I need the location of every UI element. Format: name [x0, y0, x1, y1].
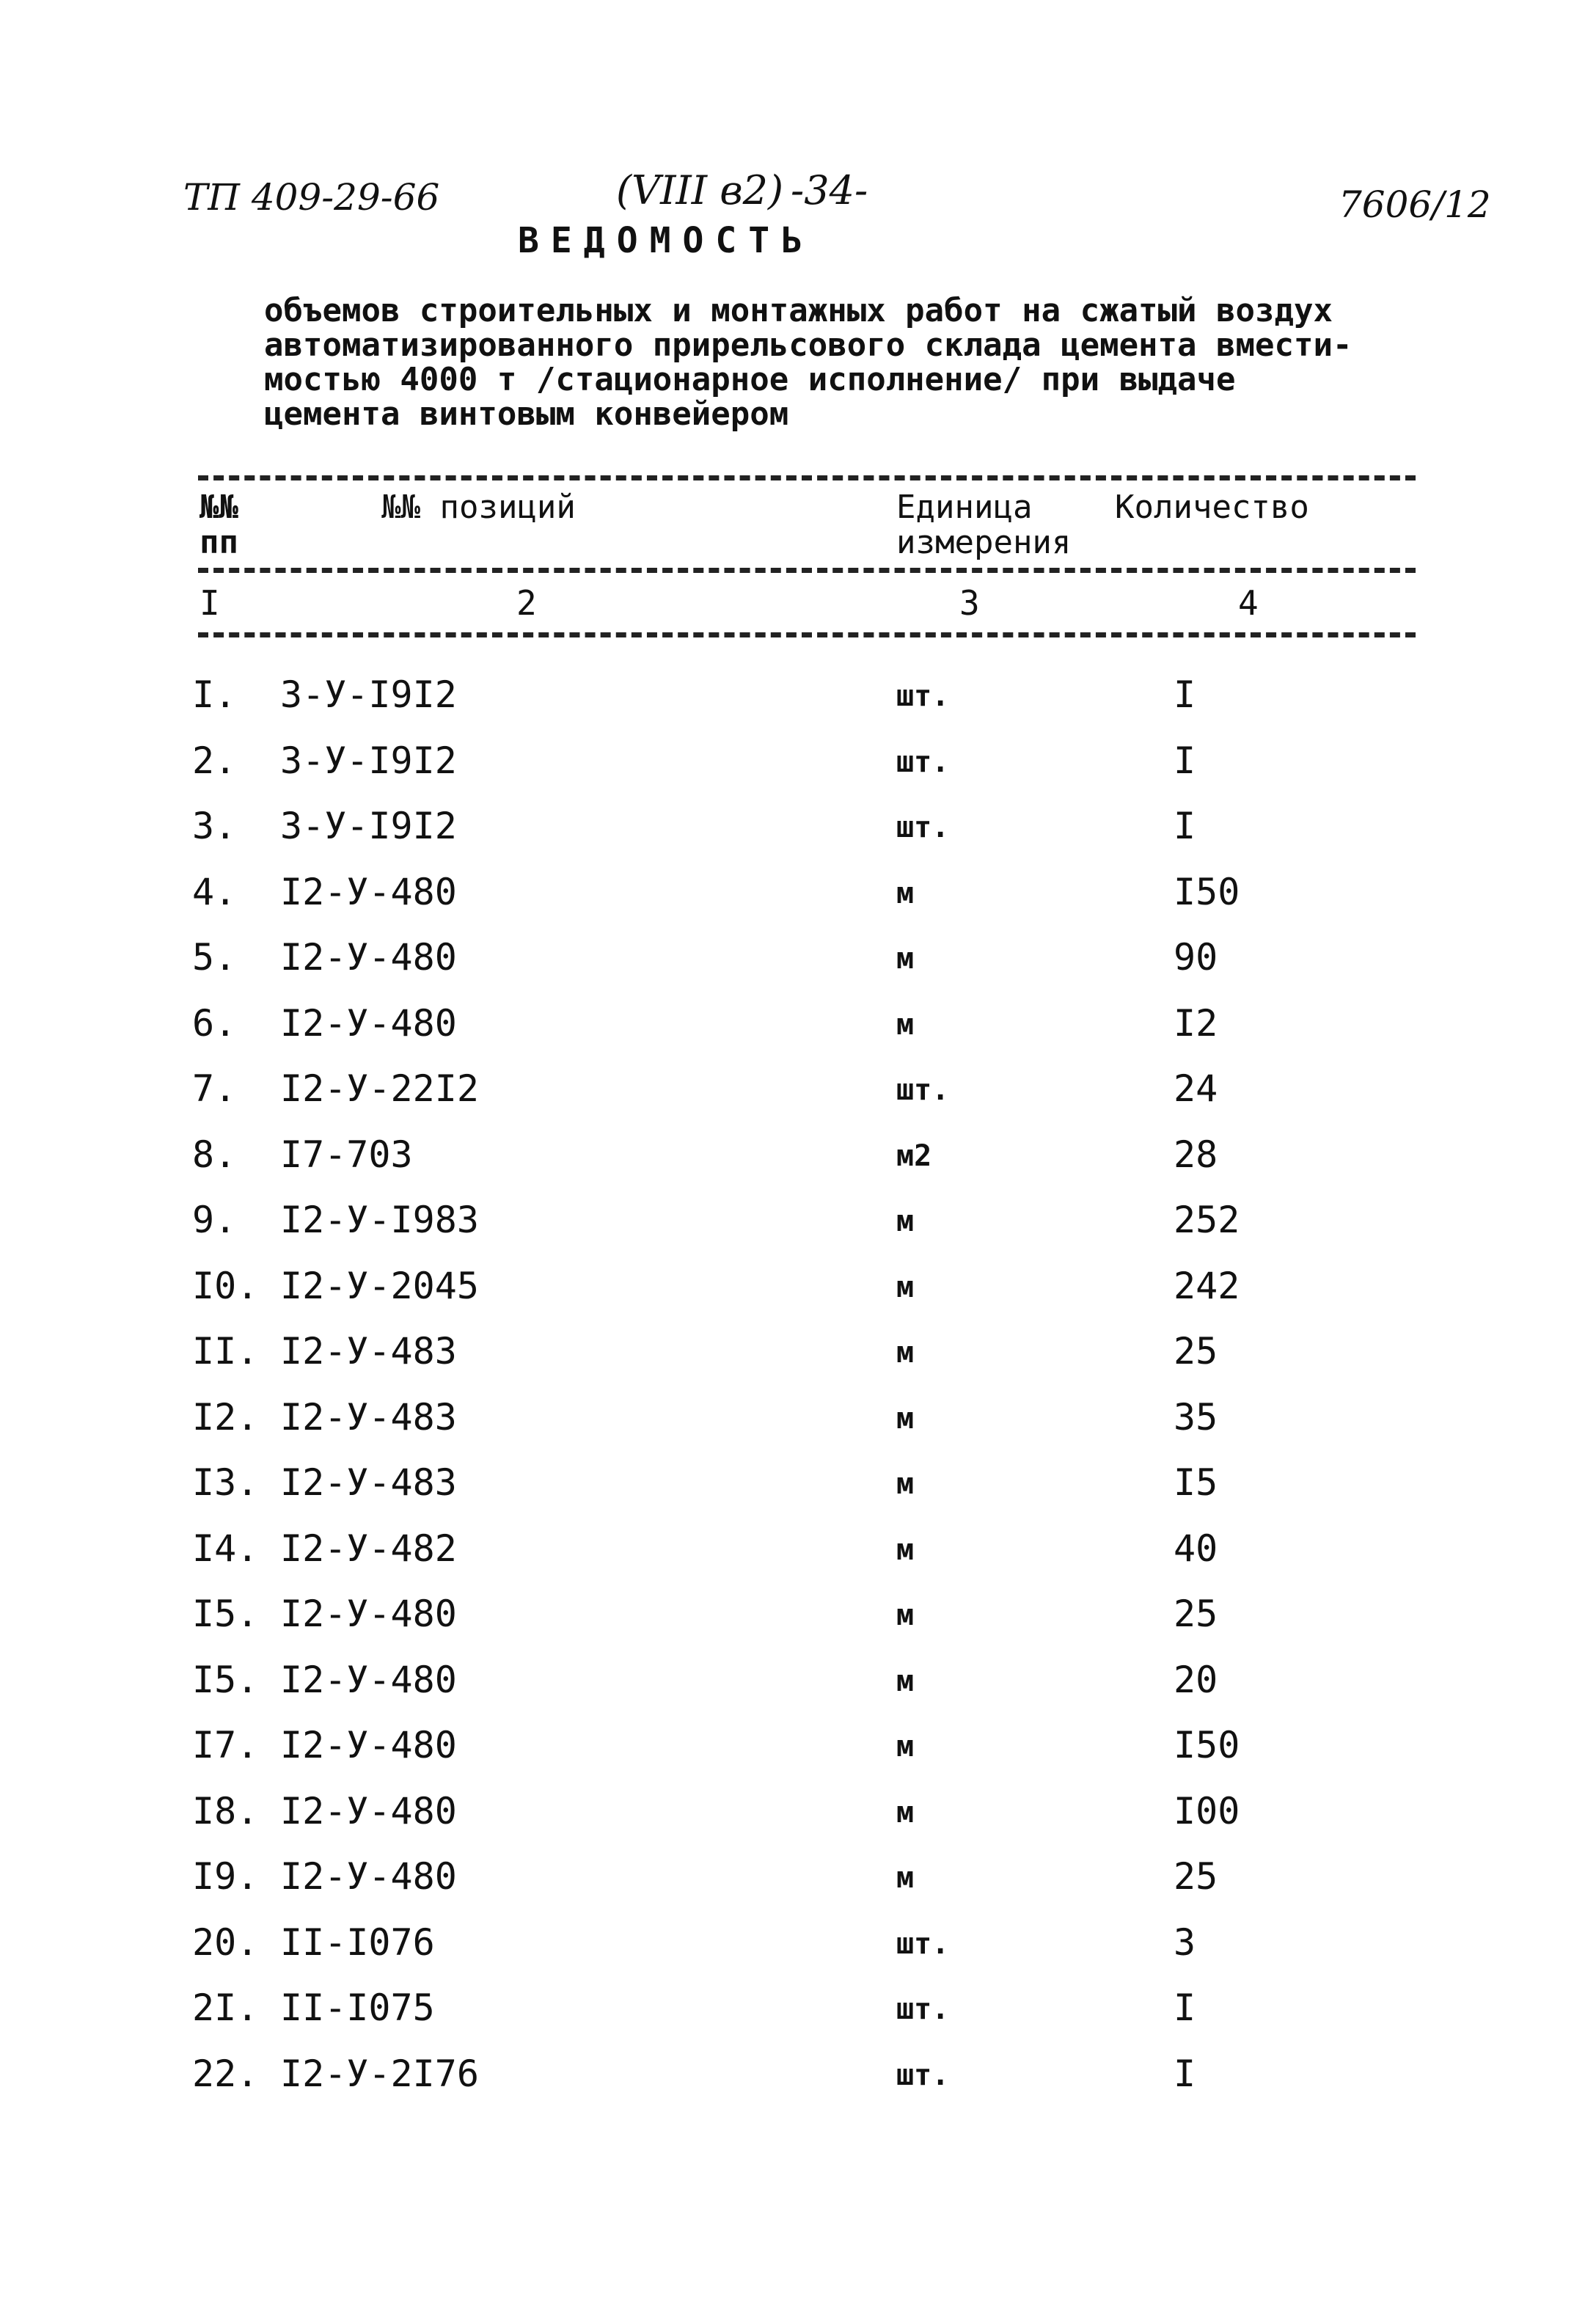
- header-num-col: [200, 490, 238, 560]
- table-row: [0, 673, 1596, 739]
- table-row: [0, 1067, 1596, 1133]
- row-position: I2-У-480: [280, 1724, 457, 1766]
- table-row: [0, 1593, 1596, 1659]
- row-quantity: I: [1174, 805, 1196, 847]
- table-row: [0, 1133, 1596, 1199]
- row-unit: м: [896, 1007, 915, 1042]
- table-row: [0, 1199, 1596, 1265]
- row-unit: м: [896, 1598, 915, 1632]
- sheet-mark: (VIII в2): [616, 167, 784, 213]
- table-top-rule: [198, 475, 1416, 480]
- row-position: 3-У-I9I2: [280, 805, 457, 847]
- row-position: 3-У-I9I2: [280, 739, 457, 782]
- row-number: 2.: [192, 739, 237, 782]
- table-header-bottom-rule: [198, 632, 1416, 637]
- table-row: [0, 1002, 1596, 1068]
- table-row: [0, 936, 1596, 1002]
- column-number-3: 3: [959, 583, 980, 623]
- row-number: 8.: [192, 1133, 237, 1176]
- table-row: [0, 871, 1596, 937]
- row-quantity: 40: [1174, 1527, 1218, 1570]
- row-unit: м: [896, 876, 915, 910]
- row-number: 20.: [192, 1920, 259, 1964]
- table-row: [0, 805, 1596, 871]
- row-number: I5.: [192, 1658, 259, 1701]
- table-row: [0, 1461, 1596, 1527]
- row-number: 6.: [192, 1001, 237, 1045]
- row-quantity: 3: [1174, 1920, 1196, 1964]
- table-row: [0, 2053, 1596, 2119]
- table-row: [0, 1855, 1596, 1921]
- row-quantity: 25: [1174, 1593, 1218, 1635]
- row-position: I2-У-483: [280, 1330, 457, 1373]
- row-number: I0.: [192, 1264, 259, 1307]
- row-quantity: I: [1174, 1986, 1196, 2029]
- row-position: I2-У-483: [280, 1395, 457, 1439]
- row-position: I2-У-480: [280, 936, 457, 979]
- header-unit-line1: Единица: [896, 489, 1033, 526]
- header-quantity: Количество: [1115, 489, 1309, 526]
- row-unit: м: [896, 1467, 915, 1501]
- row-unit: шт.: [896, 745, 950, 779]
- row-quantity: I: [1174, 739, 1196, 782]
- column-number-2: 2: [516, 583, 537, 623]
- row-quantity: 252: [1174, 1199, 1240, 1241]
- row-position: I2-У-I983: [280, 1199, 479, 1241]
- table-row: [0, 1396, 1596, 1462]
- description-line: цемента винтовым конвейером: [264, 395, 789, 433]
- row-quantity: I5: [1174, 1461, 1218, 1504]
- header-divider-rule: [198, 568, 1416, 573]
- row-position: I2-У-480: [280, 1789, 457, 1832]
- document-code: ТП 409-29-66: [183, 176, 440, 219]
- row-unit: м: [896, 1401, 915, 1436]
- row-unit: м: [896, 1205, 915, 1238]
- row-unit: шт.: [896, 1926, 950, 1961]
- row-quantity: I50: [1174, 870, 1240, 913]
- row-unit: шт.: [896, 1073, 950, 1107]
- header-num-line2: пп: [200, 524, 238, 561]
- header-position: №№ позиций: [381, 489, 576, 526]
- row-number: 5.: [192, 936, 237, 979]
- row-unit: м: [896, 1795, 915, 1830]
- row-position: I2-У-2I76: [280, 2052, 479, 2095]
- row-position: I2-У-22I2: [280, 1067, 479, 1110]
- row-number: 4.: [192, 870, 237, 913]
- row-unit: м: [896, 942, 915, 976]
- inventory-number: 7606/12: [1339, 183, 1491, 226]
- row-unit: м2: [896, 1138, 932, 1173]
- table-row: [0, 1921, 1596, 1987]
- row-number: 9.: [192, 1199, 237, 1241]
- table-row: [0, 739, 1596, 805]
- row-quantity: 20: [1174, 1658, 1218, 1701]
- row-position: II-I076: [280, 1920, 435, 1964]
- row-unit: м: [896, 1336, 915, 1370]
- row-quantity: 24: [1174, 1067, 1218, 1110]
- description-line: автоматизированного прирельсового склада цемента вмести-: [264, 326, 1352, 364]
- row-quantity: I50: [1174, 1724, 1240, 1766]
- row-position: I2-У-480: [280, 1855, 457, 1898]
- row-unit: м: [896, 1270, 915, 1304]
- row-number: I4.: [192, 1527, 259, 1570]
- row-unit: шт.: [896, 2058, 950, 2092]
- row-position: I2-У-480: [280, 1001, 457, 1045]
- column-number-4: 4: [1238, 583, 1259, 623]
- row-unit: шт.: [896, 811, 950, 844]
- row-number: I2.: [192, 1395, 259, 1439]
- row-position: I2-У-482: [280, 1527, 457, 1570]
- row-unit: м: [896, 1861, 915, 1895]
- row-number: I7.: [192, 1724, 259, 1766]
- table-row: [0, 1790, 1596, 1856]
- header-unit: [896, 490, 1071, 560]
- row-quantity: 90: [1174, 936, 1218, 979]
- row-number: 2I.: [192, 1986, 259, 2029]
- column-number-1: I: [200, 583, 220, 623]
- header-num-line1: №№: [200, 489, 238, 526]
- description-line: объемов строительных и монтажных работ на сжатый воздух: [264, 292, 1333, 329]
- row-number: 3.: [192, 805, 237, 847]
- row-number: I.: [192, 673, 237, 716]
- row-number: 7.: [192, 1067, 237, 1110]
- row-quantity: I2: [1174, 1001, 1218, 1045]
- table-row: [0, 1330, 1596, 1396]
- row-position: I2-У-480: [280, 1658, 457, 1701]
- row-quantity: I: [1174, 2052, 1196, 2095]
- table-row: [0, 1265, 1596, 1331]
- table-row: [0, 1527, 1596, 1593]
- row-unit: шт.: [896, 1992, 950, 2026]
- row-number: 22.: [192, 2052, 259, 2095]
- row-number: I5.: [192, 1593, 259, 1635]
- table-row: [0, 1986, 1596, 2053]
- table-row: [0, 1724, 1596, 1790]
- row-unit: м: [896, 1532, 915, 1567]
- description-line: мостью 4000 т /стационарное исполнение/ при выдаче: [264, 361, 1236, 398]
- page-number: -34-: [791, 167, 868, 213]
- row-quantity: I: [1174, 673, 1196, 716]
- row-number: II.: [192, 1330, 259, 1373]
- row-quantity: 242: [1174, 1264, 1240, 1307]
- row-position: 3-У-I9I2: [280, 673, 457, 716]
- row-number: I8.: [192, 1789, 259, 1832]
- row-quantity: 25: [1174, 1330, 1218, 1373]
- document-title: ВЕДОМОСТЬ: [518, 220, 815, 261]
- row-number: I9.: [192, 1855, 259, 1898]
- row-unit: шт.: [896, 679, 950, 713]
- row-unit: м: [896, 1730, 915, 1763]
- row-quantity: 25: [1174, 1855, 1218, 1898]
- header-unit-line2: измерения: [896, 524, 1072, 561]
- row-number: I3.: [192, 1461, 259, 1504]
- table-row: [0, 1659, 1596, 1725]
- row-quantity: 35: [1174, 1395, 1218, 1439]
- row-position: I2-У-2045: [280, 1264, 479, 1307]
- row-position: I2-У-483: [280, 1461, 457, 1504]
- row-position: I7-703: [280, 1133, 413, 1176]
- row-position: I2-У-480: [280, 870, 457, 913]
- row-unit: м: [896, 1664, 915, 1698]
- row-position: I2-У-480: [280, 1593, 457, 1635]
- row-quantity: I00: [1174, 1789, 1240, 1832]
- row-quantity: 28: [1174, 1133, 1218, 1176]
- document-description: [264, 293, 1408, 431]
- row-position: II-I075: [280, 1986, 435, 2029]
